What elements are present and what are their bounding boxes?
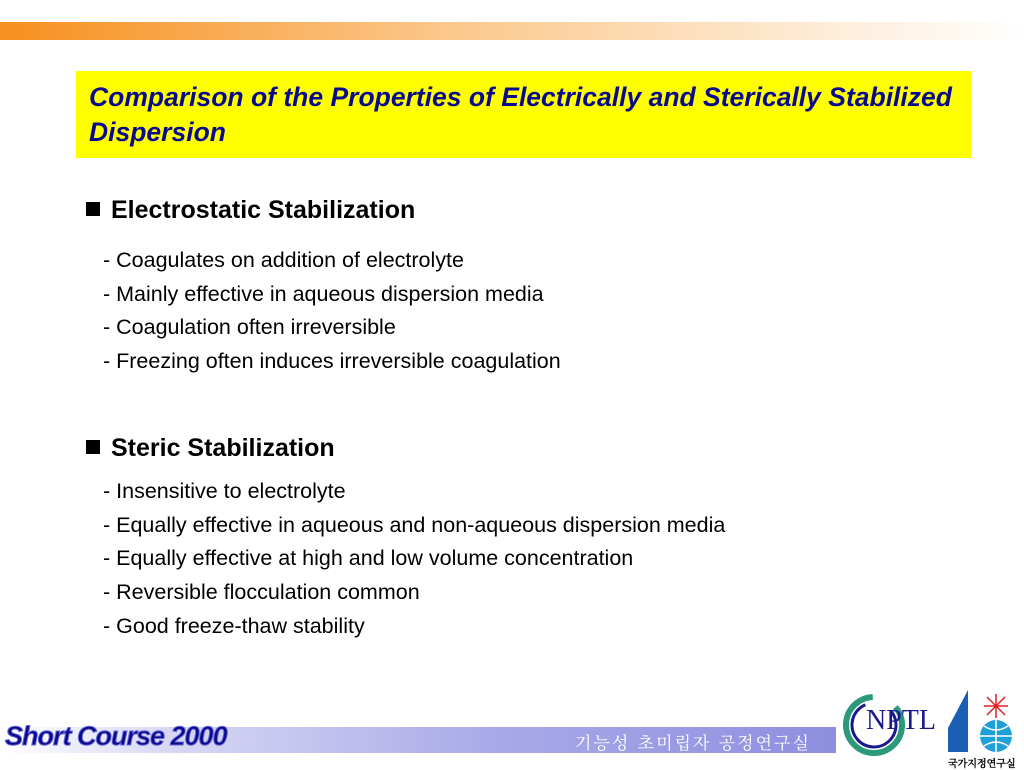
footer-course-label: Short Course 2000: [5, 721, 227, 751]
title-box: [76, 71, 971, 158]
list-item: - Reversible flocculation common: [103, 580, 420, 605]
list-item: - Freezing often induces irreversible coagulation: [103, 349, 561, 374]
top-accent-bar: [0, 22, 1024, 40]
square-bullet-icon: [86, 440, 100, 454]
list-item: - Coagulates on addition of electrolyte: [103, 248, 464, 272]
national-lab-logo-text: 국가지정연구실: [948, 759, 1016, 770]
section-heading-electrostatic: [86, 195, 415, 225]
list-item: - Good freeze-thaw stability: [103, 613, 365, 638]
national-lab-logo: [944, 688, 1022, 768]
globe-star-icon: [944, 688, 1022, 754]
footer-lab-name: 기능성 초미립자 공정연구실: [575, 734, 811, 754]
section-heading-text: Electrostatic Stabilization: [111, 196, 416, 224]
slide-title: Comparison of the Properties of Electrically and Sterically Stabilized Dispersion: [89, 82, 952, 147]
electrostatic-list: [103, 244, 561, 379]
nptl-logo: [840, 691, 948, 761]
square-bullet-icon: [86, 202, 100, 216]
section-heading-steric: [86, 433, 335, 463]
list-item: - Coagulation often irreversible: [103, 315, 396, 340]
list-item: - Mainly effective in aqueous dispersion media: [103, 281, 544, 306]
list-item: - Equally effective at high and low volume concentration: [103, 546, 634, 571]
steric-list: [103, 475, 725, 644]
section-heading-text: Steric Stabilization: [111, 434, 335, 462]
nptl-logo-text: NPTL: [866, 705, 936, 736]
list-item: - Insensitive to electrolyte: [103, 479, 346, 503]
list-item: - Equally effective in aqueous and non-aqueous dispersion media: [103, 512, 726, 537]
